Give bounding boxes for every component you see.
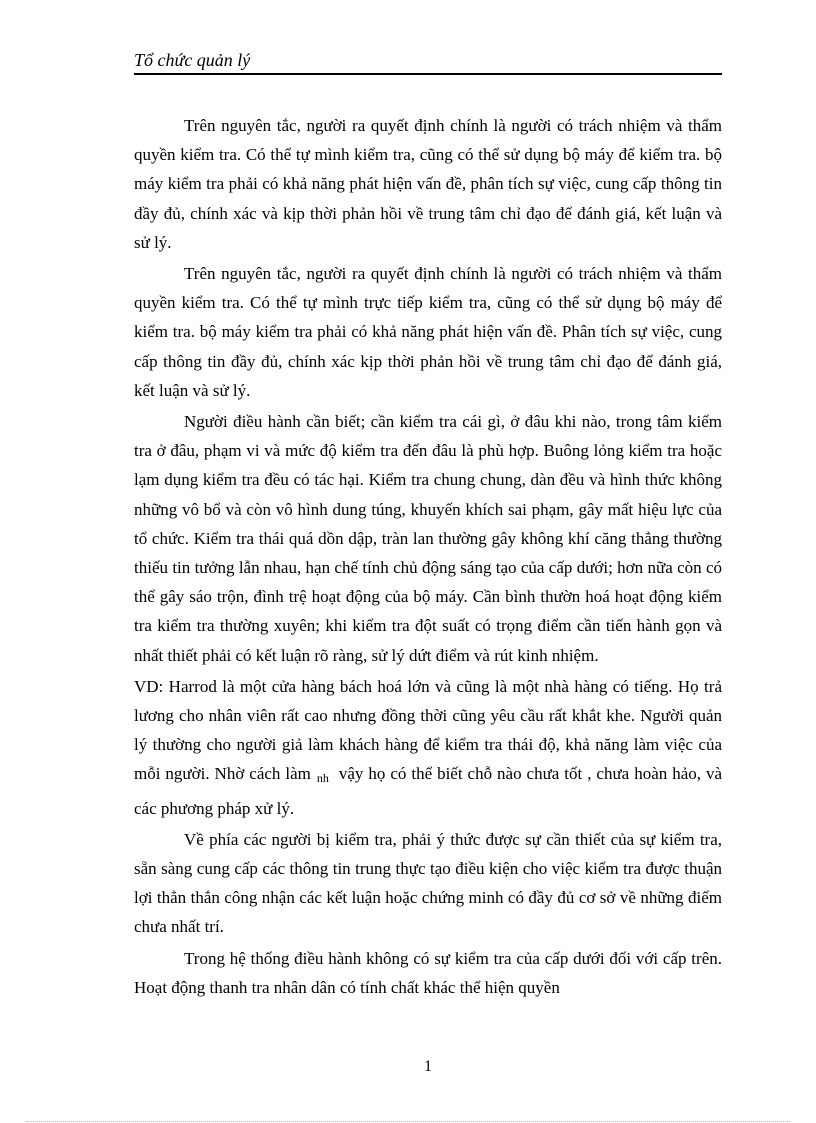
paragraph: Trong hệ thống điều hành không có sự kiểm tra của cấp dưới đối với cấp trên. Hoạt động thanh tra nhân dân có tính chất khác thể hiện quyền [134, 948, 722, 997]
paragraph: Trên nguyên tắc, người ra quyết định chính là người có trách nhiệm và thẩm quyền kiểm tra. Có thể tự mình kiểm tra, cũng có thể sử dụng bộ máy để kiểm tra. bộ máy kiểm tra phải có khả năng phát hiện vấn đề, phân tích sự việc, cung cấp thông tin đầy đủ, chính xác và kịp thời phản hồi về trung tâm chỉ đạo để đánh giá, kết luận và sử lý. [134, 116, 722, 252]
page-header [134, 49, 722, 75]
paragraph: Người điều hành cần biết; cần kiểm tra cái gì, ở đâu khi nào, trong tâm kiểm tra ở đâu, phạm vi và mức độ kiểm tra đến đâu là phù hợp. Buông lỏng kiểm tra hoặc lạm dụng kiểm tra đều có tác hại. Kiểm tra chung chung, dàn đều và hình thức không những vô bổ và còn vô hình dung túng, khuyến khích sai phạm, gây mất hiệu lực của tổ chức. Kiểm tra thái quá dồn dập, tràn lan thường gây không khí căng thẳng thường thiếu tin tưởng lẫn nhau, hạn chế tính chủ động sáng tạo của cấp dưới; hơn nữa còn có thể gây sáo trộn, đình trệ hoạt động của bộ máy. Cần bình thườn hoá hoạt động kiểm tra kiểm tra thường xuyên; khi kiểm tra đột suất có trọng điểm cần tiến hành gọn và nhất thiết phải có kết luận rõ ràng, sử lý dứt điểm và rút kinh nhiệm. [134, 412, 722, 665]
document-body [134, 111, 722, 1004]
page-bottom-divider [26, 1121, 790, 1122]
example-text-before: VD: Harrod là một cửa hàng bách hoá lớn và cũng là một nhà hàng có tiếng. Họ trả lương cho nhân viên rất cao nhưng đồng thời cũng yêu cầu rất khắt khe. Người quản lý thường cho người giả làm khách hàng để kiểm tra thái độ, khả năng làm việc của mỗi người. Nhờ cách làm [134, 676, 722, 784]
paragraph: Trên nguyên tắc, người ra quyết định chính là người có trách nhiệm và thẩm quyền kiểm tra. Có thể tự mình trực tiếp kiểm tra, cũng có thể sử dụng bộ máy để kiểm tra. bộ máy kiểm tra phải có khả năng phát hiện vấn đề. Phân tích sự việc, cung cấp thông tin đầy đủ, chính xác kịp thời phản hồi về trung tâm chỉ đạo để đánh giá, kết luận và sử lý. [134, 264, 722, 400]
paragraph: Về phía các người bị kiểm tra, phải ý thức được sự cần thiết của sự kiểm tra, sẵn sàng cung cấp các thông tin trung thực tạo điều kiện cho việc kiểm tra được thuận lợi thẳn thắn công nhận các kết luận hoặc chứng minh có đầy đủ cơ sở về những điểm chưa nhất trí. [134, 829, 722, 937]
example-paragraph [134, 672, 722, 823]
example-small-fragment: nh [316, 771, 329, 786]
example-text-after: vậy họ có thể biết chỗ nào chưa tốt , chưa hoàn hảo, và các phương pháp xử lý. [134, 764, 722, 818]
header-title: Tổ chức quản lý [134, 50, 251, 70]
page-number: 1 [424, 1058, 432, 1075]
